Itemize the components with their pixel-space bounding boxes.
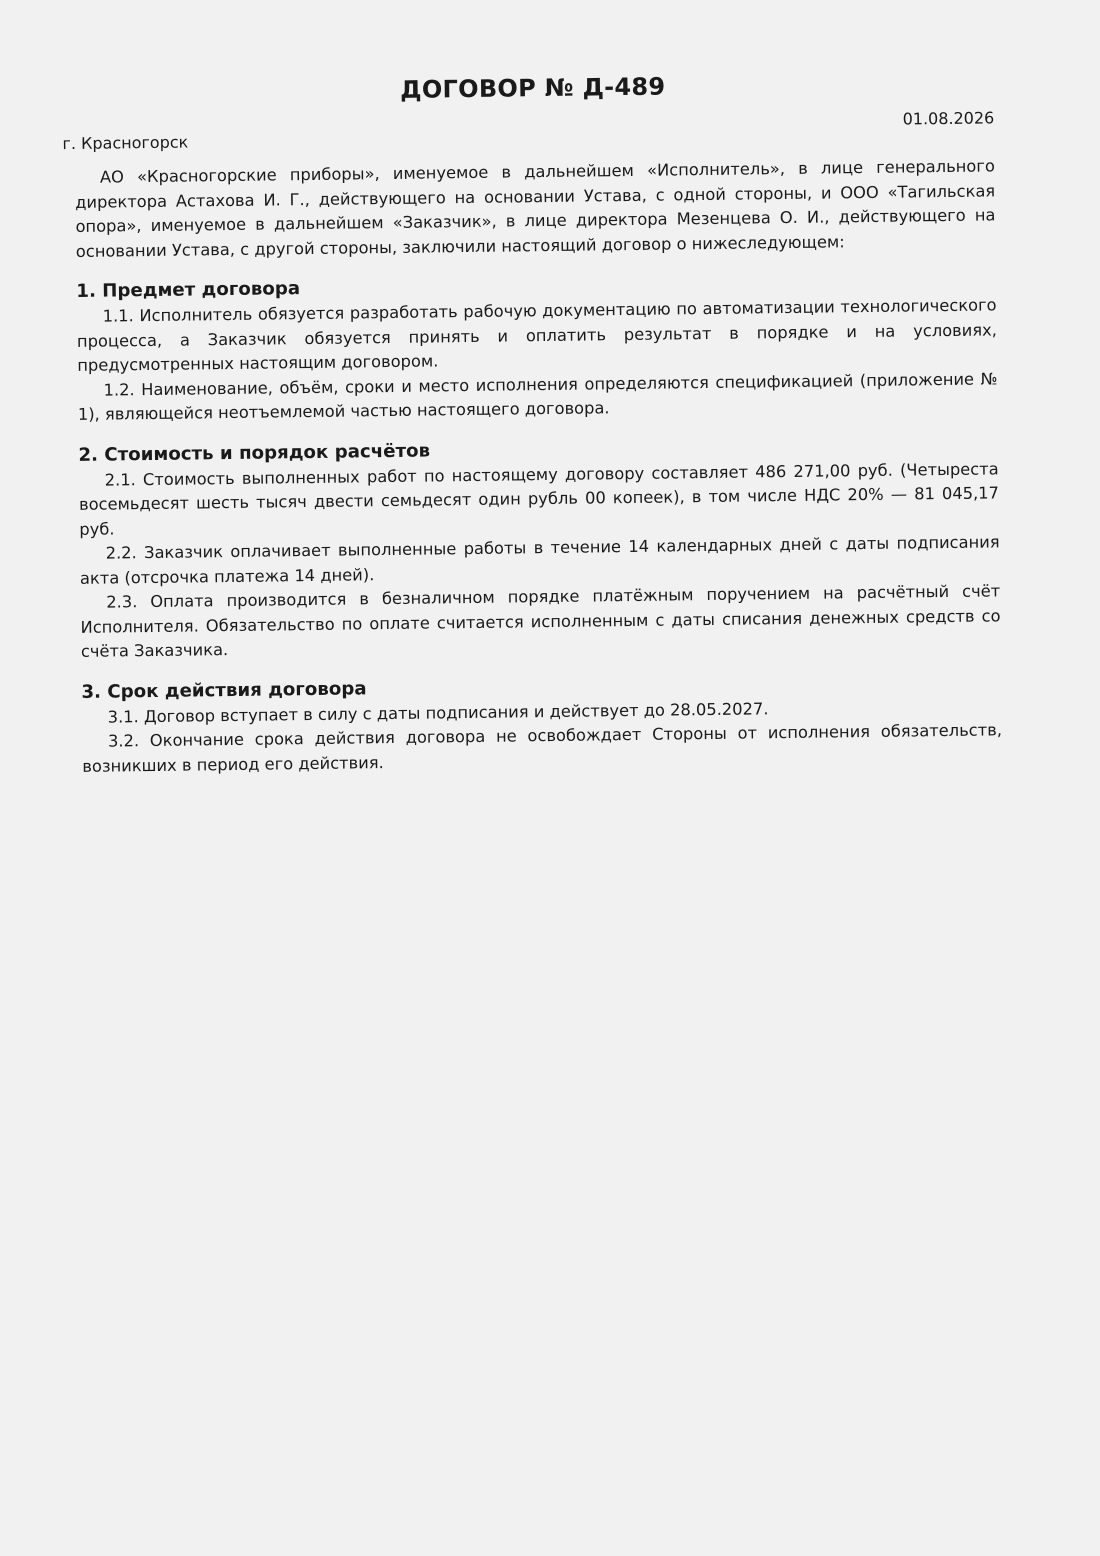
clause-1-1: 1.1. Исполнитель обязуется разработать рабочую документацию по автоматизации технологического процесса, а Заказчик обязуется принять и оплатить результат в порядке и на условиях, предусмотренных настоящим договором. (76, 295, 998, 375)
clause-3-2: 3.2. Окончание срока действия договора не освобождает Стороны от исполнения обязательств, возникших в период его действия. (82, 720, 1003, 776)
contract-body (75, 154, 1003, 779)
clause-2-2: 2.2. Заказчик оплачивает выполненные работы в течение 14 календарных дней с даты подписания акта (отсрочка платежа 14 дней). (79, 532, 1000, 588)
contract-preamble: АО «Красногорские приборы», именуемое в дальнейшем «Исполнитель», в лице генерального директора Астахова И. Г., действующего на основании Устава, с одной стороны, и ООО «Тагильская опора», именуемое в дальнейшем «Заказчик», в лице директора Мезенцева О. И., действующего на основании Устава, с другой стороны, заключили настоящий договор о нижеследующем: (75, 156, 996, 261)
section-term (81, 669, 1002, 779)
section-subject (76, 268, 998, 427)
clause-1-2: 1.2. Наименование, объём, сроки и место исполнения определяются спецификацией (приложение № 1), являющейся неотъемлемой частью настоящего договора. (77, 368, 998, 424)
section-payment (78, 432, 1001, 665)
clause-2-1: 2.1. Стоимость выполненных работ по настоящему договору составляет 486 271,00 руб. (Четыреста восемьдесят шесть тысяч двести семьдесят один рубль 00 копеек), в том числе НДС 20% — 81 045,17 руб. (78, 458, 1000, 539)
section-heading: 1. Предмет договора (76, 278, 301, 302)
section-heading: 2. Стоимость и порядок расчётов (78, 440, 431, 466)
contract-date: 01.08.2026 (902, 108, 995, 129)
contract-title: ДОГОВОР № Д-489 (400, 72, 666, 104)
clause-3-1: 3.1. Договор вступает в силу с даты подписания и действует до 28.05.2027. (107, 698, 769, 727)
section-heading: 3. Срок действия договора (81, 677, 367, 703)
clause-2-3: 2.3. Оплата производится в безналичном порядке платёжным поручением на расчётный счёт Исполнителя. Обязательство по оплате считается исполненным с даты списания денежных средств со счёта Заказчика. (80, 581, 1001, 661)
contract-city: г. Красногорск (62, 132, 189, 154)
